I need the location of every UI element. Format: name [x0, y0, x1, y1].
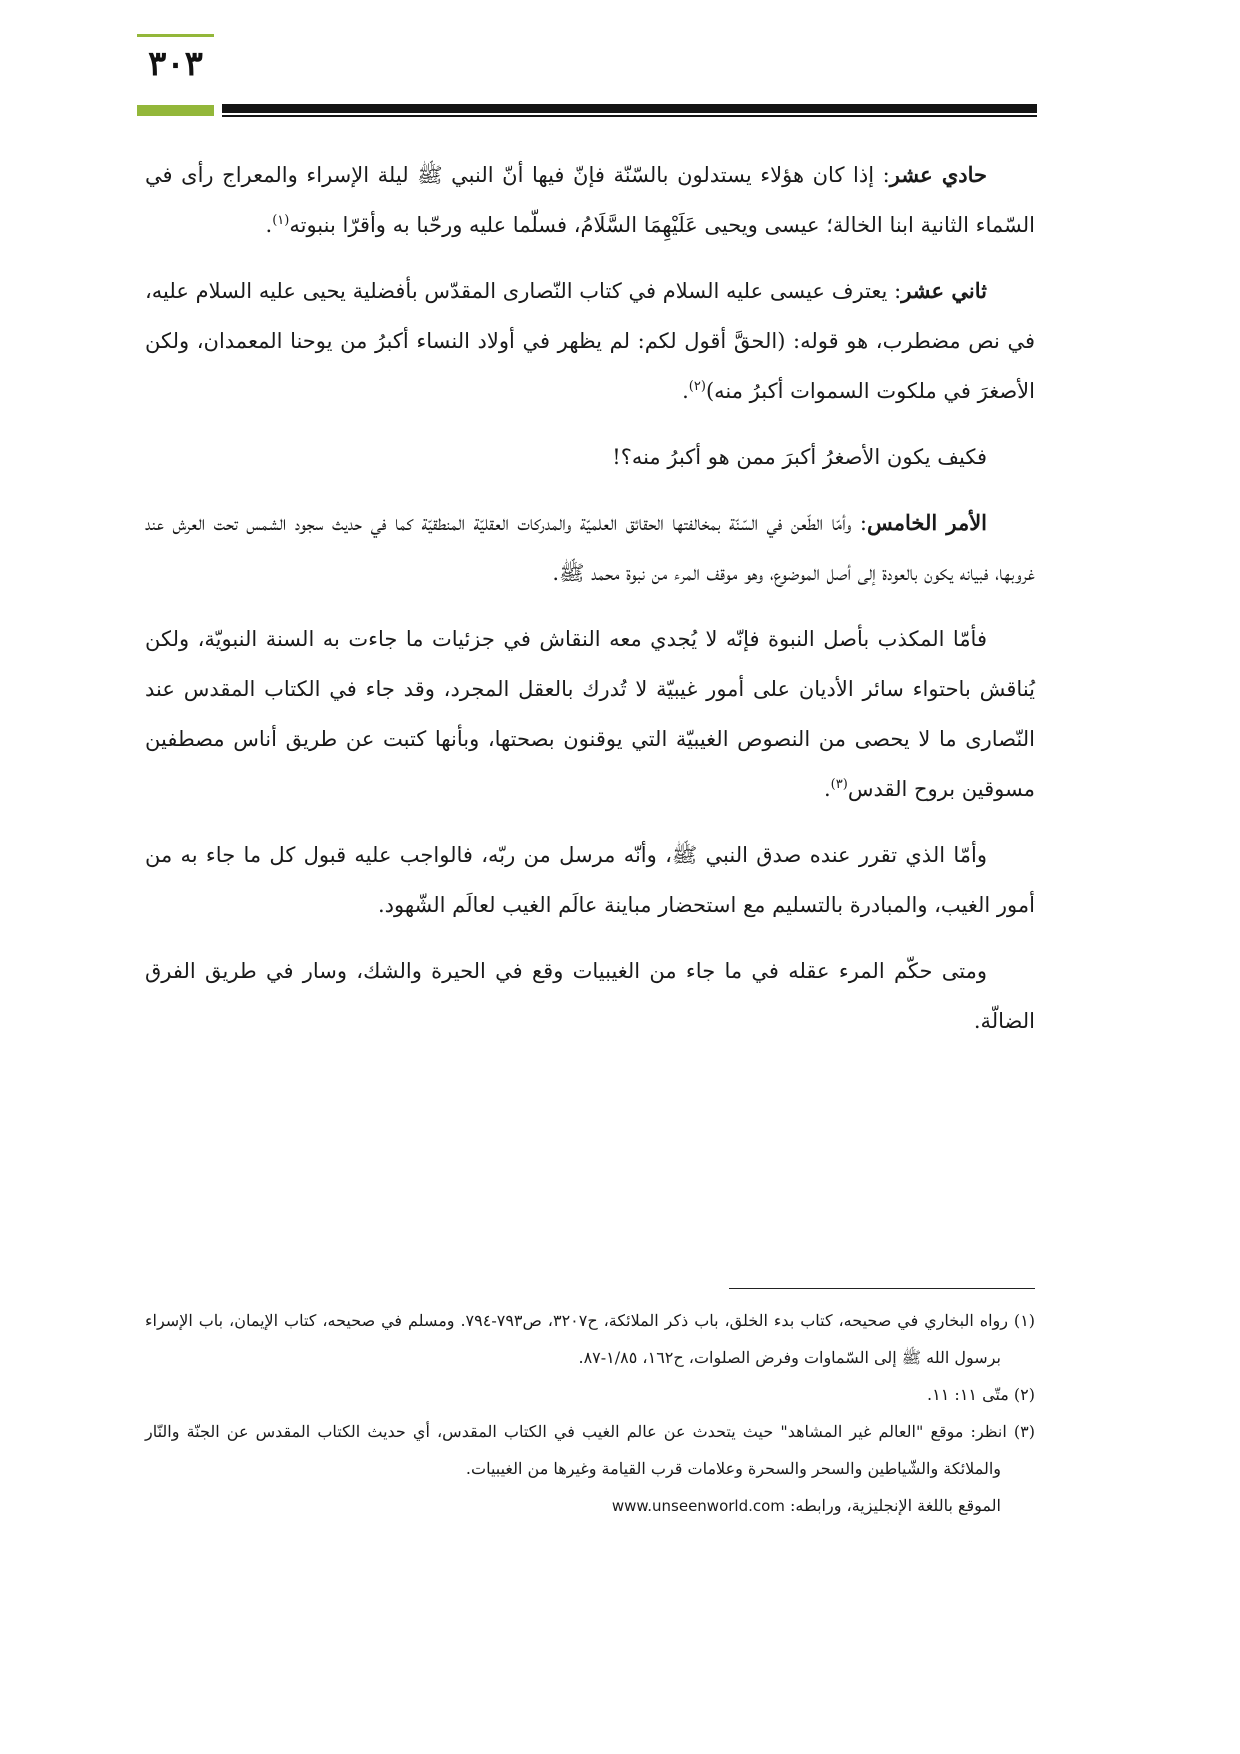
footnote-2: (٢) متّى ١١: ١١. [927, 1385, 1035, 1404]
header-rule-thin [222, 115, 1037, 117]
paragraph-fifth-matter [145, 498, 1035, 598]
paragraph-text: ومتى حكّم المرء عقله في ما جاء من الغيبيات وقع في الحيرة والشك، وسار في طريق الفرق الضالّة. [145, 959, 1035, 1033]
header-accent-bar [137, 105, 214, 116]
paragraph-denier [145, 614, 1035, 814]
footnote-3-site [145, 1487, 1035, 1525]
paragraph-tail: . [682, 379, 689, 403]
paragraph-text: : يعترف عيسى عليه السلام في كتاب النّصارى المقدّس بأفضلية يحيى عليه السلام عليه، في نص مضطرب، هو قوله: (الحقَّ أقول لكم: لم يظهر في أولاد النساء أكبرُ من يوحنا المعمدان، ولكن الأصغرَ في ملكوت السموات أكبرُ منه) [145, 279, 1035, 403]
paragraph-lead: ثاني عشر [901, 278, 988, 303]
footnote-ref-1[interactable]: (١) [272, 213, 290, 228]
site-label: الموقع باللغة الإنجليزية، ورابطه: [790, 1496, 1001, 1515]
footnote-ref-3[interactable]: (٣) [830, 777, 848, 792]
site-link[interactable]: www.unseenworld.com [611, 1497, 785, 1515]
paragraph-text: فأمّا المكذب بأصل النبوة فإنّه لا يُجدي معه النقاش في جزئيات ما جاءت به السنة النبويّة، ولكن يُناقش باحتواء سائر الأديان على أمور غيبيّة لا تُدرك بالعقل المجرد، وقد جاء في الكتاب المقدس عند النّصارى ما لا يحصى من النصوص الغيبيّة التي يوقنون بصحتها، وبأنها كتبت عن طريق أناس مصطفين مسوقين بروح القدس [145, 627, 1035, 801]
footnote-separator [729, 1288, 1035, 1289]
footnote-ref-2[interactable]: (٢) [688, 379, 706, 394]
paragraph-believer [145, 830, 1035, 930]
paragraph-conclusion [145, 946, 1035, 1046]
paragraph-tail: . [823, 777, 831, 801]
page-number: ٣٠٣ [148, 44, 203, 84]
body-text [145, 150, 1035, 1062]
footnote-3: (٣) انظر: موقع "العالم غير المشاهد" حيث يتحدث عن عالم الغيب في الكتاب المقدس، أي حديث الكتاب المقدس عن الجنّة والنّار والملائكة والشّياطين والسحر والسحرة وعلامات قرب القيامة وغيرها من الغيبيات. [145, 1422, 1035, 1478]
paragraph-text: فكيف يكون الأصغرُ أكبرَ ممن هو أكبرُ منه؟! [612, 445, 987, 469]
header-rule-thick [222, 104, 1037, 113]
footnote-1: (١) رواه البخاري في صحيحه، كتاب بدء الخلق، باب ذكر الملائكة، ح٣٢٠٧، ص٧٩٣-٧٩٤. ومسلم في صحيحه، كتاب الإيمان، باب الإسراء برسول الله ﷺ إلى السّماوات وفرض الصلوات، ح١٦٢، ١/٨٥-٨٧. [145, 1311, 1036, 1367]
header-accent-line [137, 34, 214, 37]
paragraph-twelfth [145, 266, 1035, 416]
paragraph-text: : وأمّا الطّعن في السّنّة بمخالفتها الحقائق العلميّة والمدركات العقليّة المنطقيّة كما في حديث سجود الشمس تحت العرش عند غروبها، فبيانه يكون بالعودة إلى أصل الموضوع، وهو موقف المرء من نبوة محمد ﷺ. [145, 511, 1035, 585]
paragraph-text: وأمّا الذي تقرر عنده صدق النبي ﷺ، وأنّه مرسل من ربّه، فالواجب عليه قبول كل ما جاء به من أمور الغيب، والمبادرة بالتسليم مع استحضار مباينة عالَم الغيب لعالَم الشّهود. [145, 843, 1035, 917]
paragraph-question [145, 432, 1035, 482]
footnotes [145, 1302, 1035, 1525]
paragraph-eleventh [145, 150, 1035, 250]
paragraph-lead: الأمر الخامس [867, 510, 988, 535]
paragraph-lead: حادي عشر [889, 162, 987, 187]
paragraph-text: : إذا كان هؤلاء يستدلون بالسّنّة فإنّ فيها أنّ النبي ﷺ ليلة الإسراء والمعراج رأى في السّماء الثانية ابنا الخالة؛ عيسى ويحيى عَلَيْهِمَا السَّلَامُ، فسلّما عليه ورحّبا به وأقرّا بنبوته [145, 163, 1035, 237]
paragraph-tail: . [265, 213, 273, 237]
